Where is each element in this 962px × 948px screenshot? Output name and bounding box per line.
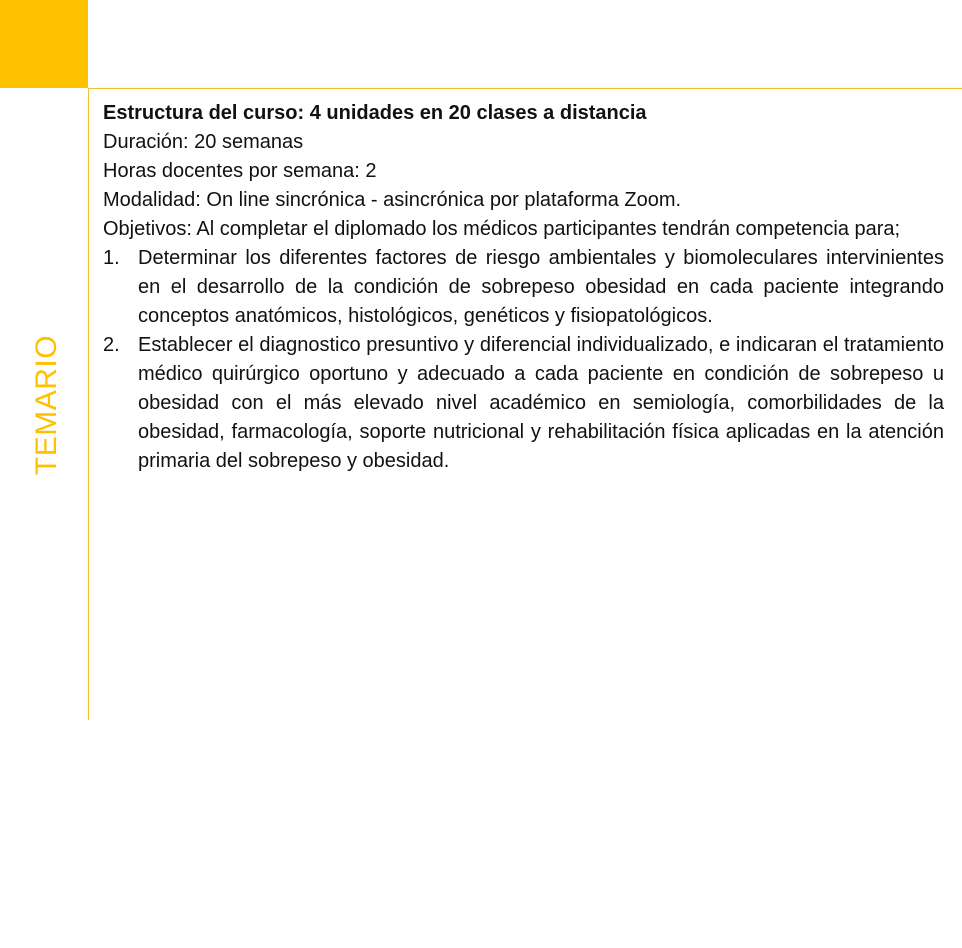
list-item-text: Determinar los diferentes factores de riesgo ambientales y biomoleculares intervinientes en el desarrollo de la condición de sobrepeso obesidad en cada paciente integrando conceptos anatómicos, histológicos, genéticos y fisiopatológicos.: [138, 247, 944, 327]
course-structure: Estructura del curso: 4 unidades en 20 clases a distancia: [103, 102, 647, 124]
yellow-accent-block: [0, 0, 88, 88]
list-item-number: 1.: [103, 247, 120, 269]
objectives-intro: Objetivos: Al completar el diplomado los médicos participantes tendrán competencia para;: [103, 218, 901, 240]
list-item-text: Establecer el diagnostico presuntivo y diferencial individualizado, e indicaran el tratamiento médico quirúrgico oportuno y adecuado a cada paciente en condición de sobrepeso u obesidad con el más elevado nivel académico en semiología, comorbilidades de la obesidad, farmacología, soporte nutricional y rehabilitación física aplicadas en la atención primaria del sobrepeso y obesidad.: [138, 334, 944, 472]
top-divider-line: [88, 88, 962, 89]
course-modality: Modalidad: On line sincrónica - asincrónica por plataforma Zoom.: [103, 189, 682, 211]
course-duration: Duración: 20 semanas: [103, 131, 304, 153]
teaching-hours: Horas docentes por semana: 2: [103, 160, 377, 182]
section-title: TEMARIO: [30, 334, 63, 476]
list-item: [103, 331, 944, 476]
left-divider-line: [88, 88, 89, 720]
list-item: [103, 244, 944, 331]
course-details: [103, 99, 944, 476]
list-item-number: 2.: [103, 334, 120, 356]
objectives-list: [103, 244, 944, 476]
